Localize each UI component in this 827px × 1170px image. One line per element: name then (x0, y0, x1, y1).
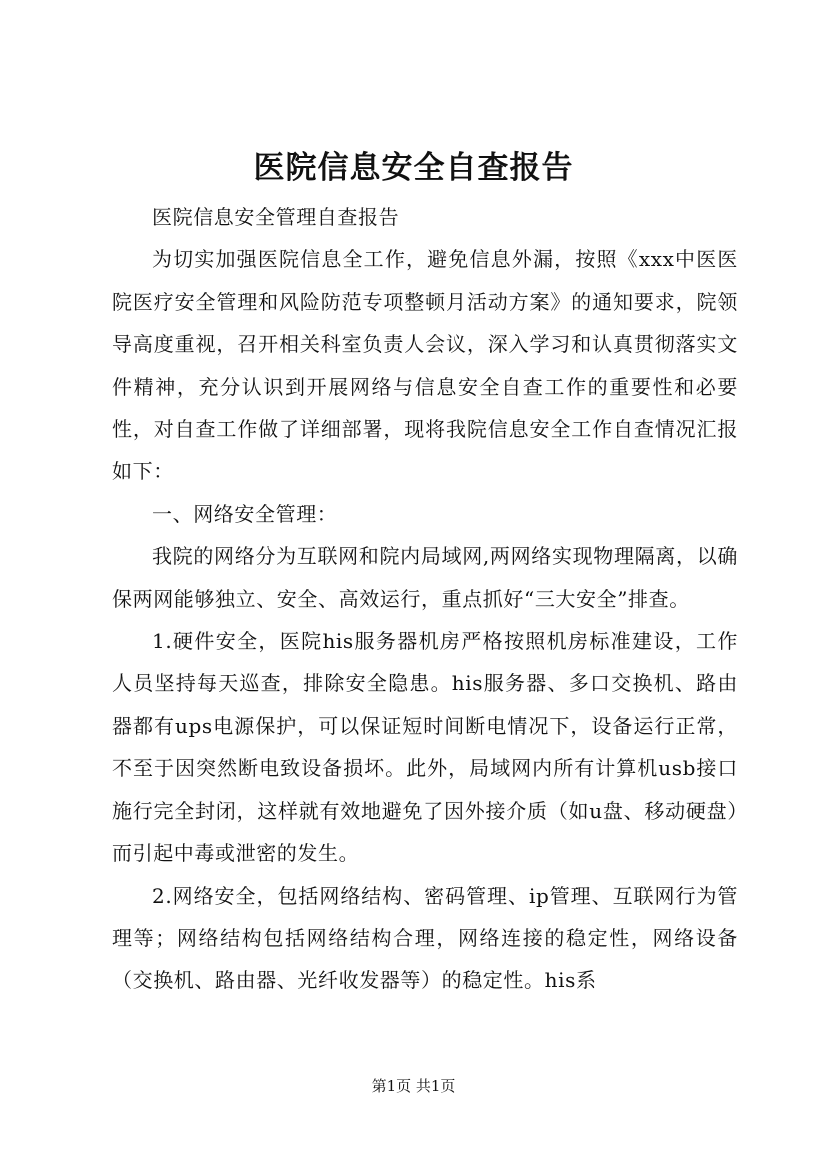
paragraph-intro: 为切实加强医院信息全工作，避免信息外漏，按照《xxx中医医院医疗安全管理和风险防范专项整顿月活动方案》的通知要求，院领导高度重视，召开相关科室负责人会议，深入学习和认真贯彻落实文件精神，充分认识到开展网络与信息安全自查工作的重要性和必要性，对自查工作做了详细部署，现将我院信息安全工作自查情况汇报如下： (112, 247, 738, 484)
section-heading-network-security: 一、网络安全管理： (152, 501, 338, 526)
document-body (112, 196, 738, 1002)
paragraph-network-overview: 我院的网络分为互联网和院内局域网,两网络实现物理隔离，以确保两网能够独立、安全、高效运行，重点抓好“三大安全”排查。 (112, 544, 738, 611)
paragraph-hardware-security: 1.硬件安全，医院his服务器机房严格按照机房标准建设，工作人员坚持每天巡查，排除安全隐患。his服务器、多口交换机、路由器都有ups电源保护，可以保证短时间断电情况下，设备运行正常，不至于因突然断电致设备损坏。此外，局域网内所有计算机usb接口施行完全封闭，这样就有效地避免了因外接介质（如u盘、移动硬盘）而引起中毒或泄密的发生。 (112, 629, 738, 866)
paragraph-network-safety: 2.网络安全，包括网络结构、密码管理、ip管理、互联网行为管理等；网络结构包括网络结构合理，网络连接的稳定性，网络设备（交换机、路由器、光纤收发器等）的稳定性。his系 (112, 883, 738, 993)
paragraph-subtitle: 医院信息安全管理自查报告 (152, 205, 400, 229)
document-title: 医院信息安全自查报告 (253, 150, 574, 186)
page-footer: 第1页 共1页 (371, 1077, 456, 1095)
